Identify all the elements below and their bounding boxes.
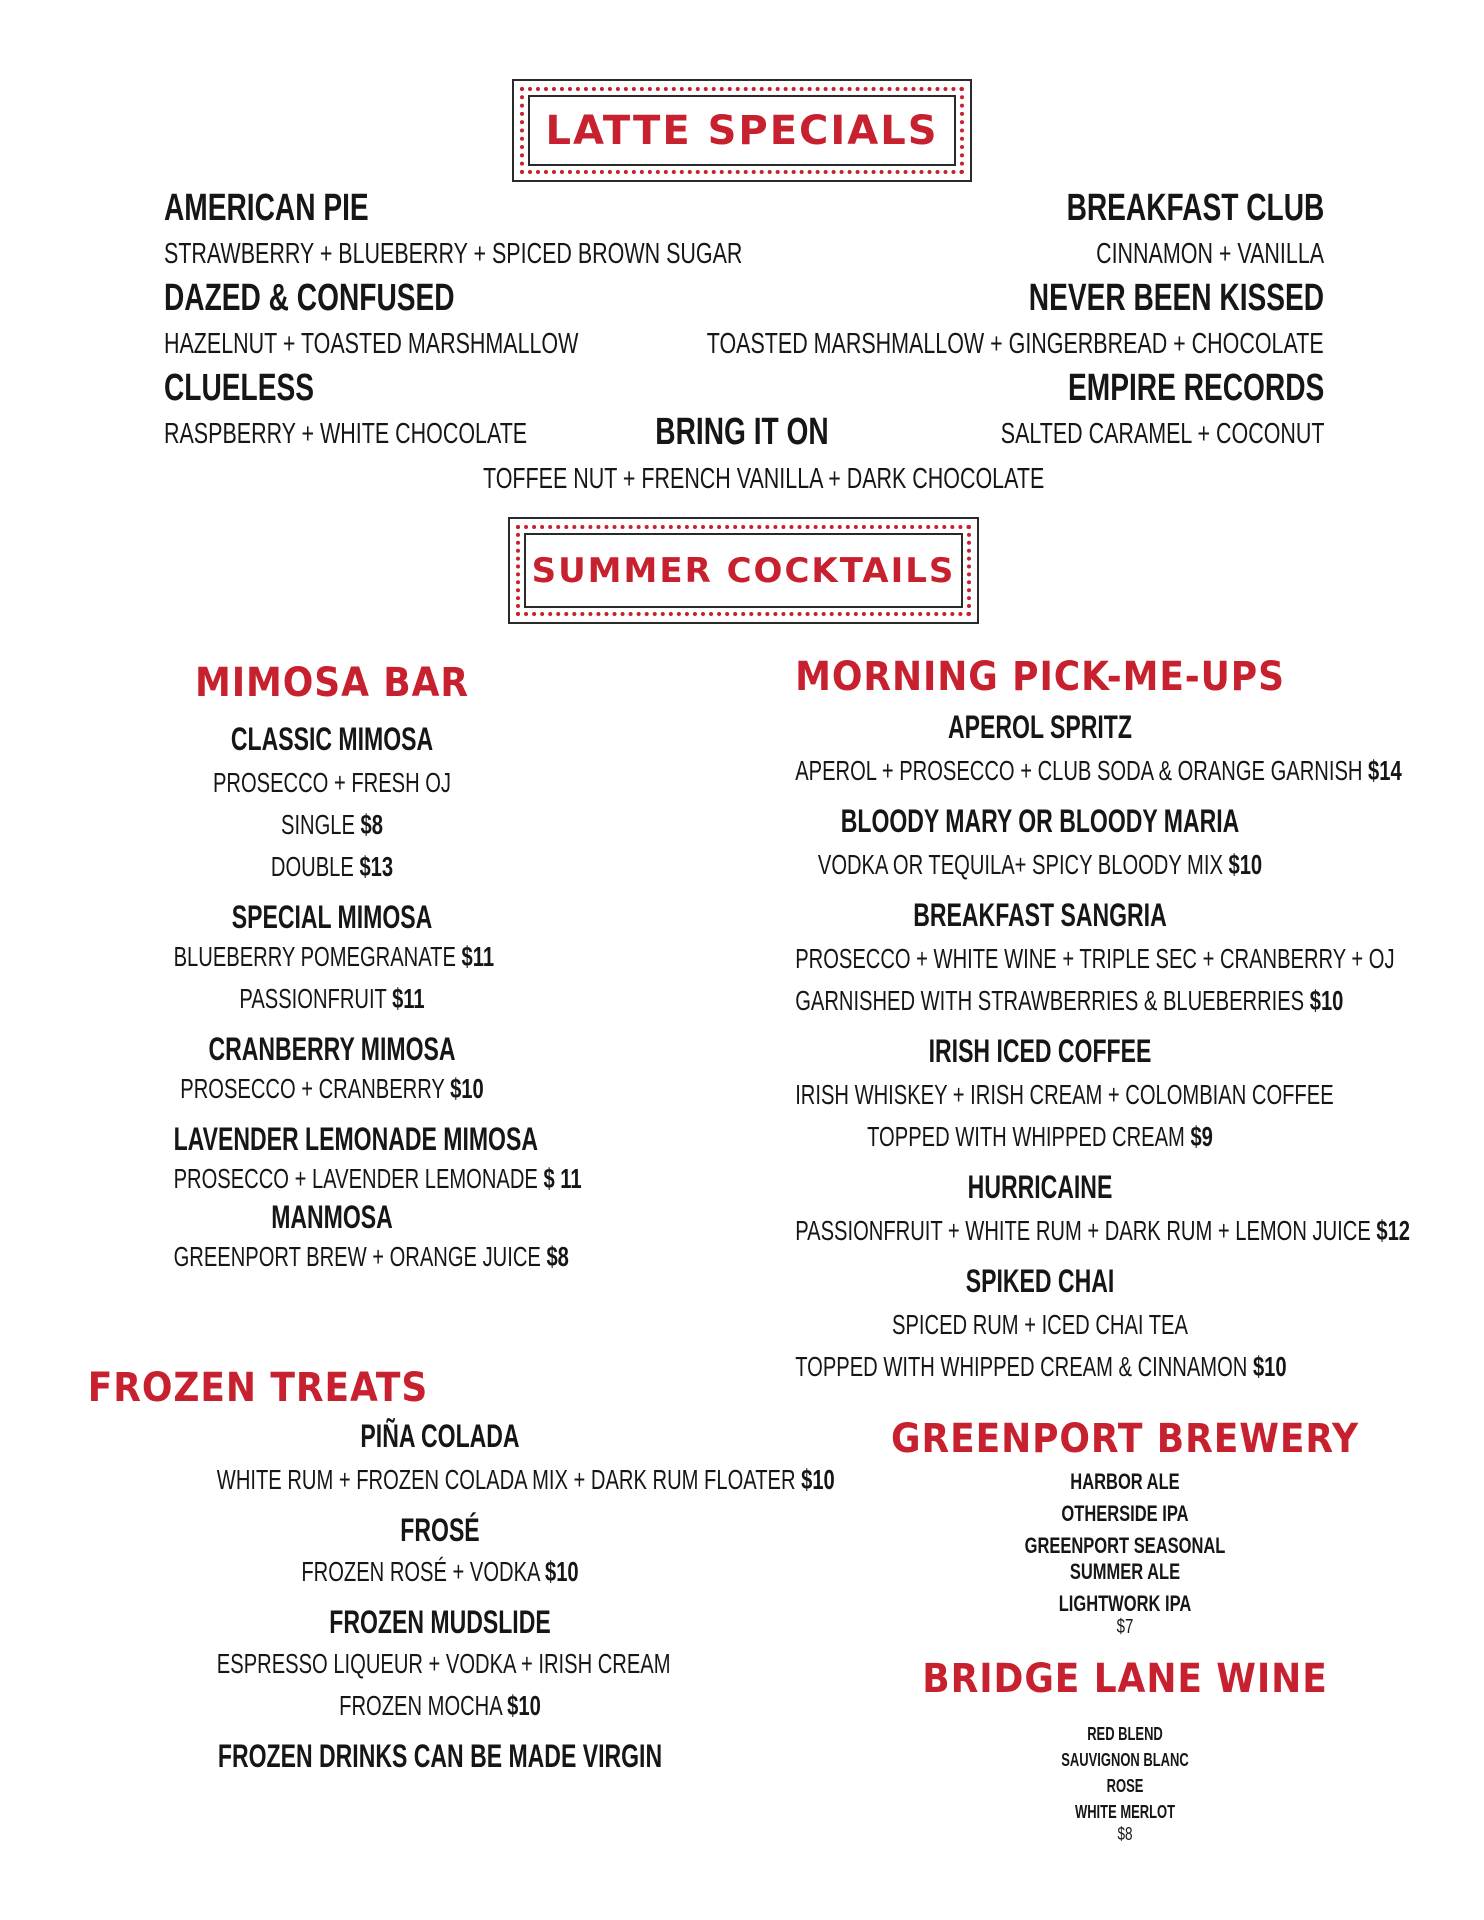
latte-specials-title: LATTE SPECIALS: [545, 107, 939, 154]
latte-desc-empire-records: SALTED CARAMEL + COCONUT: [1000, 418, 1324, 450]
frozen-mudslide-desc2: FROZEN MOCHA $10: [339, 1690, 541, 1721]
frose-name: FROSÉ: [400, 1512, 480, 1548]
latte-name-clueless: CLUELESS: [164, 367, 315, 409]
spiked-chai-desc1: SPICED RUM + ICED CHAI TEA: [892, 1309, 1188, 1340]
wine-item: WHITE MERLOT: [1074, 1802, 1176, 1822]
breakfast-sangria-desc1: PROSECCO + WHITE WINE + TRIPLE SEC + CRANBERRY + OJ: [795, 943, 1395, 974]
morning-pick-me-ups-title: MORNING PICK-ME-UPS: [795, 654, 1285, 700]
latte-desc-bring-it-on: TOFFEE NUT + FRENCH VANILLA + DARK CHOCOLATE: [483, 463, 1045, 495]
beer-item: SUMMER ALE: [1069, 1559, 1181, 1584]
special-mimosa-opt2: PASSIONFRUIT $11: [239, 983, 425, 1014]
latte-desc-dazed-confused: HAZELNUT + TOASTED MARSHMALLOW: [164, 328, 579, 360]
hurricaine-desc: PASSIONFRUIT + WHITE RUM + DARK RUM + LEMON JUICE $12: [795, 1215, 1411, 1246]
frozen-treats-section: [87, 1365, 835, 1774]
frozen-mudslide-name: FROZEN MUDSLIDE: [329, 1604, 551, 1640]
bridge-lane-wine-title: BRIDGE LANE WINE: [922, 1656, 1328, 1702]
latte-name-dazed-confused: DAZED & CONFUSED: [164, 277, 455, 319]
latte-name-never-been-kissed: NEVER BEEN KISSED: [1028, 277, 1324, 319]
beer-item: LIGHTWORK IPA: [1058, 1591, 1192, 1616]
mimosa-bar-title: MIMOSA BAR: [195, 660, 469, 706]
brewery-price: $7: [1116, 1616, 1134, 1638]
classic-mimosa-name: CLASSIC MIMOSA: [230, 721, 434, 757]
latte-name-empire-records: EMPIRE RECORDS: [1067, 367, 1324, 409]
summer-cocktails-title: SUMMER COCKTAILS: [531, 550, 956, 591]
classic-mimosa-double: DOUBLE $13: [270, 851, 394, 882]
aperol-spritz-desc: APEROL + PROSECCO + CLUB SODA & ORANGE GARNISH $14: [795, 755, 1402, 786]
frozen-virgin-note: FROZEN DRINKS CAN BE MADE VIRGIN: [217, 1738, 663, 1774]
latte-desc-clueless: RASPBERRY + WHITE CHOCOLATE: [164, 418, 528, 450]
wine-item: ROSE: [1106, 1776, 1144, 1796]
classic-mimosa-single: SINGLE $8: [281, 809, 383, 840]
special-mimosa-name: SPECIAL MIMOSA: [231, 899, 433, 935]
latte-name-breakfast-club: BREAKFAST CLUB: [1066, 187, 1324, 229]
beer-item: GREENPORT SEASONAL: [1024, 1533, 1226, 1558]
frozen-mudslide-desc1: ESPRESSO LIQUEUR + VODKA + IRISH CREAM: [216, 1648, 671, 1679]
summer-cocktails-banner: [508, 517, 979, 624]
irish-iced-coffee-desc2: TOPPED WITH WHIPPED CREAM $9: [867, 1121, 1213, 1152]
mimosa-bar-section: [112, 660, 582, 1273]
beer-item: HARBOR ALE: [1070, 1469, 1180, 1494]
bridge-lane-wine-section: [845, 1656, 1405, 1845]
latte-specials-banner: [512, 79, 972, 182]
pina-colada-desc: WHITE RUM + FROZEN COLADA MIX + DARK RUM FLOATER $10: [216, 1464, 835, 1495]
manmosa-desc: GREENPORT BREW + ORANGE JUICE $8: [173, 1241, 569, 1272]
wine-item: SAUVIGNON BLANC: [1061, 1750, 1189, 1770]
bloody-mary-desc: VODKA OR TEQUILA+ SPICY BLOODY MIX $10: [817, 849, 1263, 880]
classic-mimosa-desc: PROSECCO + FRESH OJ: [212, 767, 452, 798]
lavender-mimosa-name: LAVENDER LEMONADE MIMOSA: [173, 1121, 538, 1157]
aperol-spritz-name: APEROL SPRITZ: [948, 709, 1132, 745]
latte-name-american-pie: AMERICAN PIE: [164, 187, 369, 229]
morning-pick-me-ups-section: [700, 654, 1411, 1383]
wine-price: $8: [1117, 1824, 1133, 1844]
special-mimosa-opt1: BLUEBERRY POMEGRANATE $11: [173, 941, 495, 972]
frozen-treats-title: FROZEN TREATS: [87, 1365, 429, 1411]
beer-item: OTHERSIDE IPA: [1061, 1501, 1189, 1526]
cranberry-mimosa-desc: PROSECCO + CRANBERRY $10: [180, 1073, 484, 1104]
spiked-chai-name: SPIKED CHAI: [965, 1263, 1115, 1299]
bloody-mary-name: BLOODY MARY OR BLOODY MARIA: [840, 803, 1240, 839]
cranberry-mimosa-name: CRANBERRY MIMOSA: [208, 1031, 456, 1067]
latte-desc-american-pie: STRAWBERRY + BLUEBERRY + SPICED BROWN SUGAR: [164, 238, 743, 270]
greenport-brewery-section: [845, 1416, 1405, 1638]
breakfast-sangria-name: BREAKFAST SANGRIA: [913, 897, 1167, 933]
spiked-chai-desc2: TOPPED WITH WHIPPED CREAM & CINNAMON $10: [795, 1351, 1287, 1382]
frose-desc: FROZEN ROSÉ + VODKA $10: [301, 1556, 579, 1587]
manmosa-name: MANMOSA: [271, 1199, 393, 1235]
latte-name-bring-it-on: BRING IT ON: [655, 411, 829, 453]
hurricaine-name: HURRICAINE: [967, 1169, 1113, 1205]
breakfast-sangria-desc2: GARNISHED WITH STRAWBERRIES & BLUEBERRIES $10: [795, 985, 1344, 1016]
pina-colada-name: PIÑA COLADA: [360, 1418, 520, 1454]
irish-iced-coffee-desc1: IRISH WHISKEY + IRISH CREAM + COLOMBIAN COFFEE: [795, 1079, 1334, 1110]
latte-desc-never-been-kissed: TOASTED MARSHMALLOW + GINGERBREAD + CHOCOLATE: [707, 328, 1324, 360]
latte-desc-breakfast-club: CINNAMON + VANILLA: [1096, 238, 1324, 270]
lavender-mimosa-desc: PROSECCO + LAVENDER LEMONADE $ 11: [173, 1163, 582, 1194]
greenport-brewery-title: GREENPORT BREWERY: [891, 1416, 1359, 1462]
wine-item: RED BLEND: [1087, 1724, 1163, 1744]
irish-iced-coffee-name: IRISH ICED COFFEE: [928, 1033, 1152, 1069]
